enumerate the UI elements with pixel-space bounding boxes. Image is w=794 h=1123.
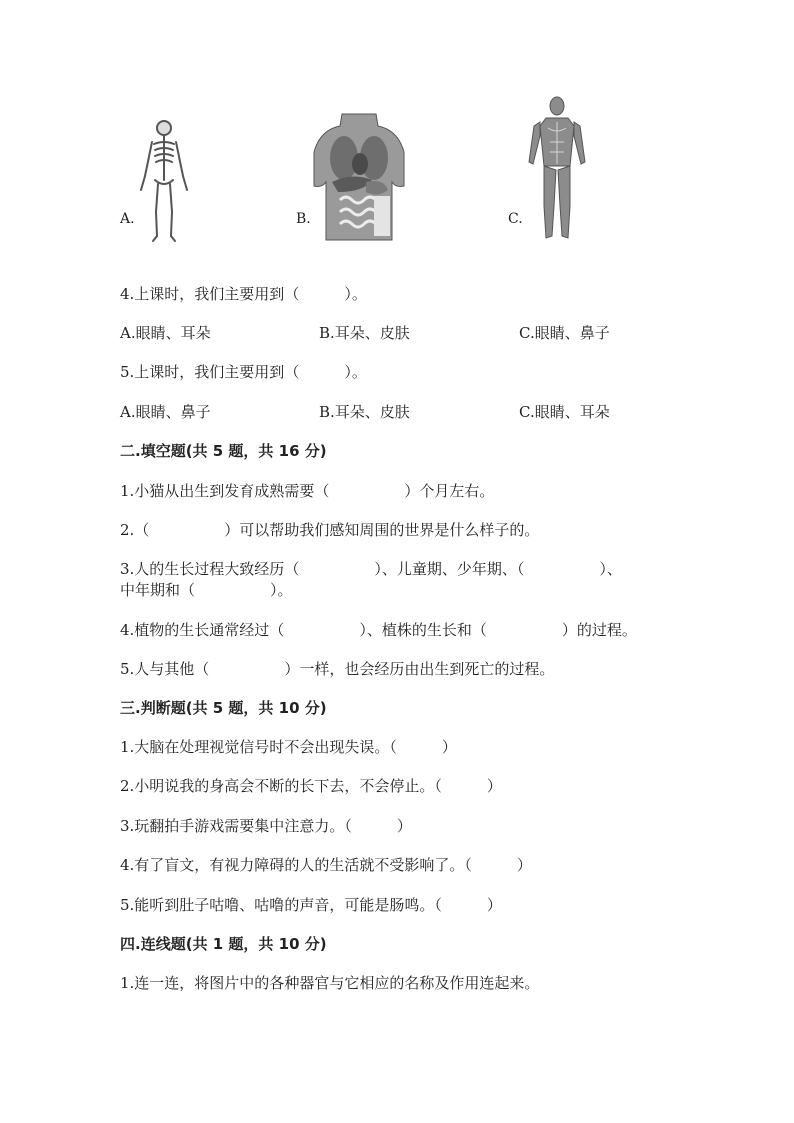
question-5-option-a: A.眼睛、鼻子 <box>120 403 211 421</box>
fill-question-2: 2.（ ）可以帮助我们感知周围的世界是什么样子的。 <box>120 521 540 539</box>
question-4-option-b: B.耳朵、皮肤 <box>319 324 410 342</box>
question-5-stem: 5.上课时，我们主要用到（ ）。 <box>120 363 367 381</box>
question-4-stem: 4.上课时，我们主要用到（ ）。 <box>120 285 367 303</box>
fill-question-1: 1.小猫从出生到发育成熟需要（ ）个月左右。 <box>120 482 495 500</box>
judge-question-3: 3.玩翻拍手游戏需要集中注意力。（ ） <box>120 817 412 835</box>
section-2-title: 二.填空题(共 5 题，共 16 分) <box>120 442 327 460</box>
section-4-title: 四.连线题(共 1 题，共 10 分) <box>120 935 327 953</box>
question-4-option-a: A.眼睛、耳朵 <box>120 324 211 342</box>
fill-question-3-line-1: 3.人的生长过程大致经历（ ）、儿童期、少年期、（ ）、 <box>120 560 622 578</box>
judge-question-2: 2.小明说我的身高会不断的长下去，不会停止。（ ） <box>120 777 502 795</box>
option-a-label: A. <box>120 211 135 227</box>
judge-question-5: 5.能听到肚子咕噜、咕噜的声音，可能是肠鸣。（ ） <box>120 896 502 914</box>
matching-question-1: 1.连一连，将图片中的各种器官与它相应的名称及作用连起来。 <box>120 974 540 992</box>
option-c-label: C. <box>508 211 523 227</box>
fill-question-4: 4.植物的生长通常经过（ ）、植株的生长和（ ）的过程。 <box>120 621 637 639</box>
muscle-figure-image <box>526 96 588 242</box>
judge-question-4: 4.有了盲文，有视力障碍的人的生活就不受影响了。（ ） <box>120 856 532 874</box>
option-b-label: B. <box>296 211 311 227</box>
skeleton-image <box>136 118 192 244</box>
question-5-option-c: C.眼睛、耳朵 <box>519 403 610 421</box>
judge-question-1: 1.大脑在处理视觉信号时不会出现失误。（ ） <box>120 738 457 756</box>
internal-organs-image <box>312 112 406 242</box>
fill-question-5: 5.人与其他（ ）一样，也会经历由出生到死亡的过程。 <box>120 660 555 678</box>
question-4-option-c: C.眼睛、鼻子 <box>519 324 610 342</box>
fill-question-3-line-2: 中年期和（ ）。 <box>120 581 293 599</box>
section-3-title: 三.判断题(共 5 题，共 10 分) <box>120 699 327 717</box>
question-5-option-b: B.耳朵、皮肤 <box>319 403 410 421</box>
